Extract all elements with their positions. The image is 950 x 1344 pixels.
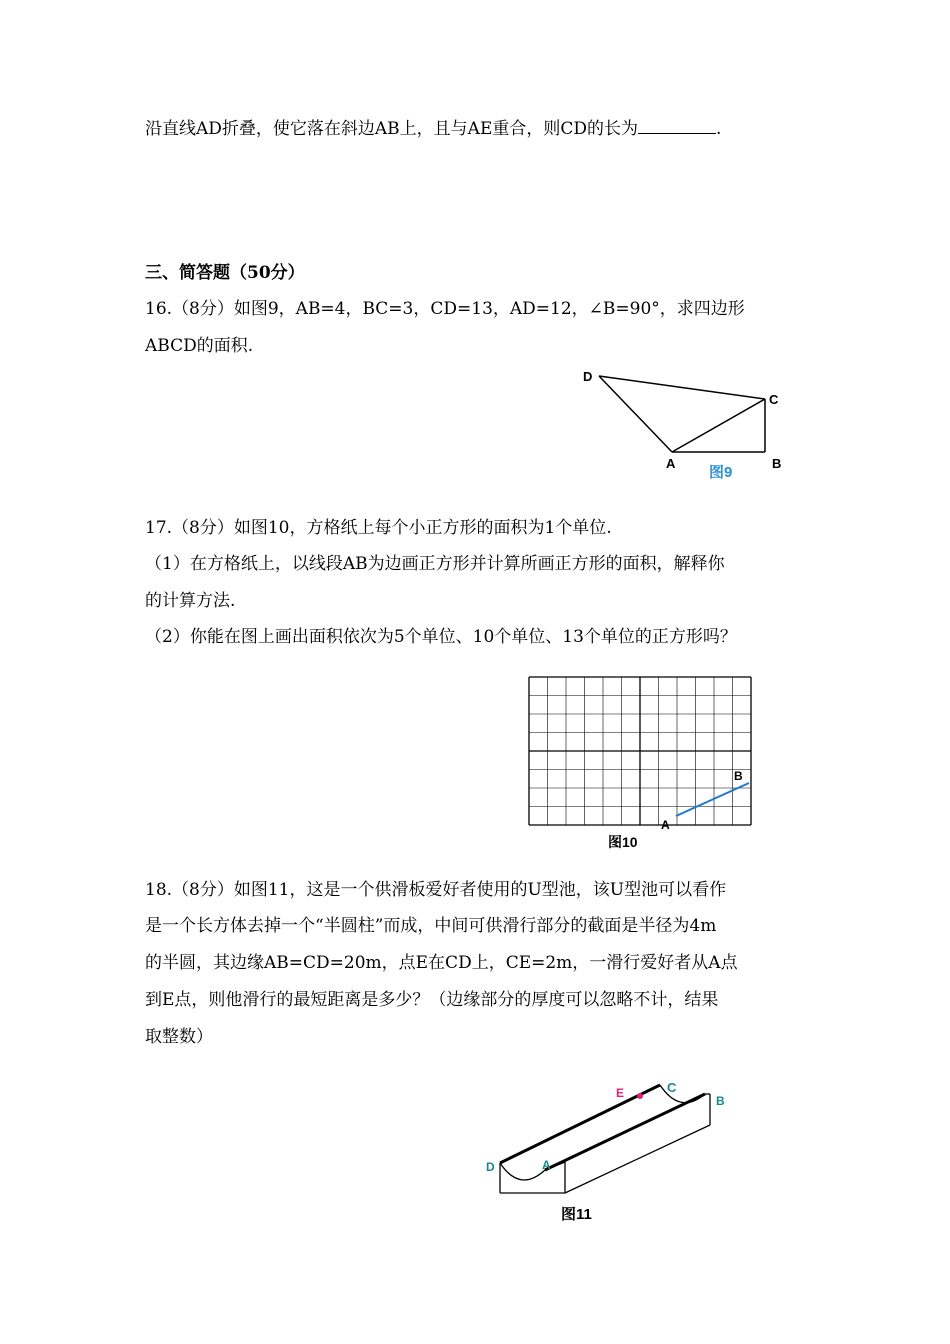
answer-blank[interactable] [638, 117, 716, 134]
label-a: A [542, 1158, 551, 1172]
q17-line4: （2）你能在图上画出面积依次为5个单位、10个单位、13个单位的正方形吗？ [145, 627, 737, 647]
q16-line1: 16.（8分）如图9，AB=4，BC=3，CD=13，AD=12，∠B=90°，求四边形 [145, 299, 745, 319]
intro-line [145, 117, 721, 140]
grid-paper [529, 677, 751, 825]
section-title: 三、简答题（50分） [145, 263, 305, 283]
figure-11 [480, 1075, 740, 1235]
intro-end: . [716, 119, 722, 139]
front-curve [500, 1163, 545, 1180]
q18-line1: 18.（8分）如图11，这是一个供滑板爱好者使用的U型池，该U型池可以看作 [145, 880, 727, 900]
label-d: D [583, 369, 593, 384]
q18-line4: 到E点，则他滑行的最短距离是多少？（边缘部分的厚度可以忽略不计，结果 [145, 990, 719, 1010]
segment-da [599, 376, 672, 452]
label-b: B [716, 1094, 725, 1108]
segment-ac [672, 399, 765, 452]
q16-line2: ABCD的面积. [145, 336, 254, 356]
edge-bottom-long [565, 1125, 710, 1193]
q17-line2: （1）在方格纸上，以线段AB为边画正方形并计算所画正方形的面积，解释你 [145, 554, 725, 574]
q18-line5: 取整数） [145, 1027, 213, 1047]
q18-line2: 是一个长方体去掉一个“半圆柱”而成，中间可供滑行部分的截面是半径为4m [145, 916, 717, 936]
figure-9 [575, 365, 790, 485]
intro-text: 沿直线AD折叠，使它落在斜边AB上，且与AE重合，则CD的长为 [145, 119, 638, 139]
label-e: E [616, 1086, 625, 1100]
point-e [637, 1093, 643, 1099]
figure-10-caption: 图10 [608, 834, 638, 850]
q17-line1: 17.（8分）如图10，方格纸上每个小正方形的面积为1个单位. [145, 518, 612, 538]
figure-11-caption: 图11 [561, 1206, 592, 1223]
edge-ab [545, 1094, 705, 1170]
segment-dc [599, 376, 765, 399]
label-b: B [772, 456, 782, 471]
label-d: D [486, 1160, 495, 1174]
label-b: B [734, 769, 743, 783]
edge-dc [500, 1085, 660, 1163]
label-a: A [666, 456, 676, 471]
label-a: A [661, 818, 670, 832]
q17-line3: 的计算方法. [145, 591, 236, 611]
q18-line3: 的半圆，其边缘AB=CD=20m，点E在CD上，CE=2m，一滑行爱好者从A点 [145, 953, 738, 973]
figure-10 [520, 670, 760, 855]
label-c: C [769, 392, 779, 407]
figure-9-caption: 图9 [709, 464, 733, 481]
label-c: C [667, 1080, 677, 1095]
